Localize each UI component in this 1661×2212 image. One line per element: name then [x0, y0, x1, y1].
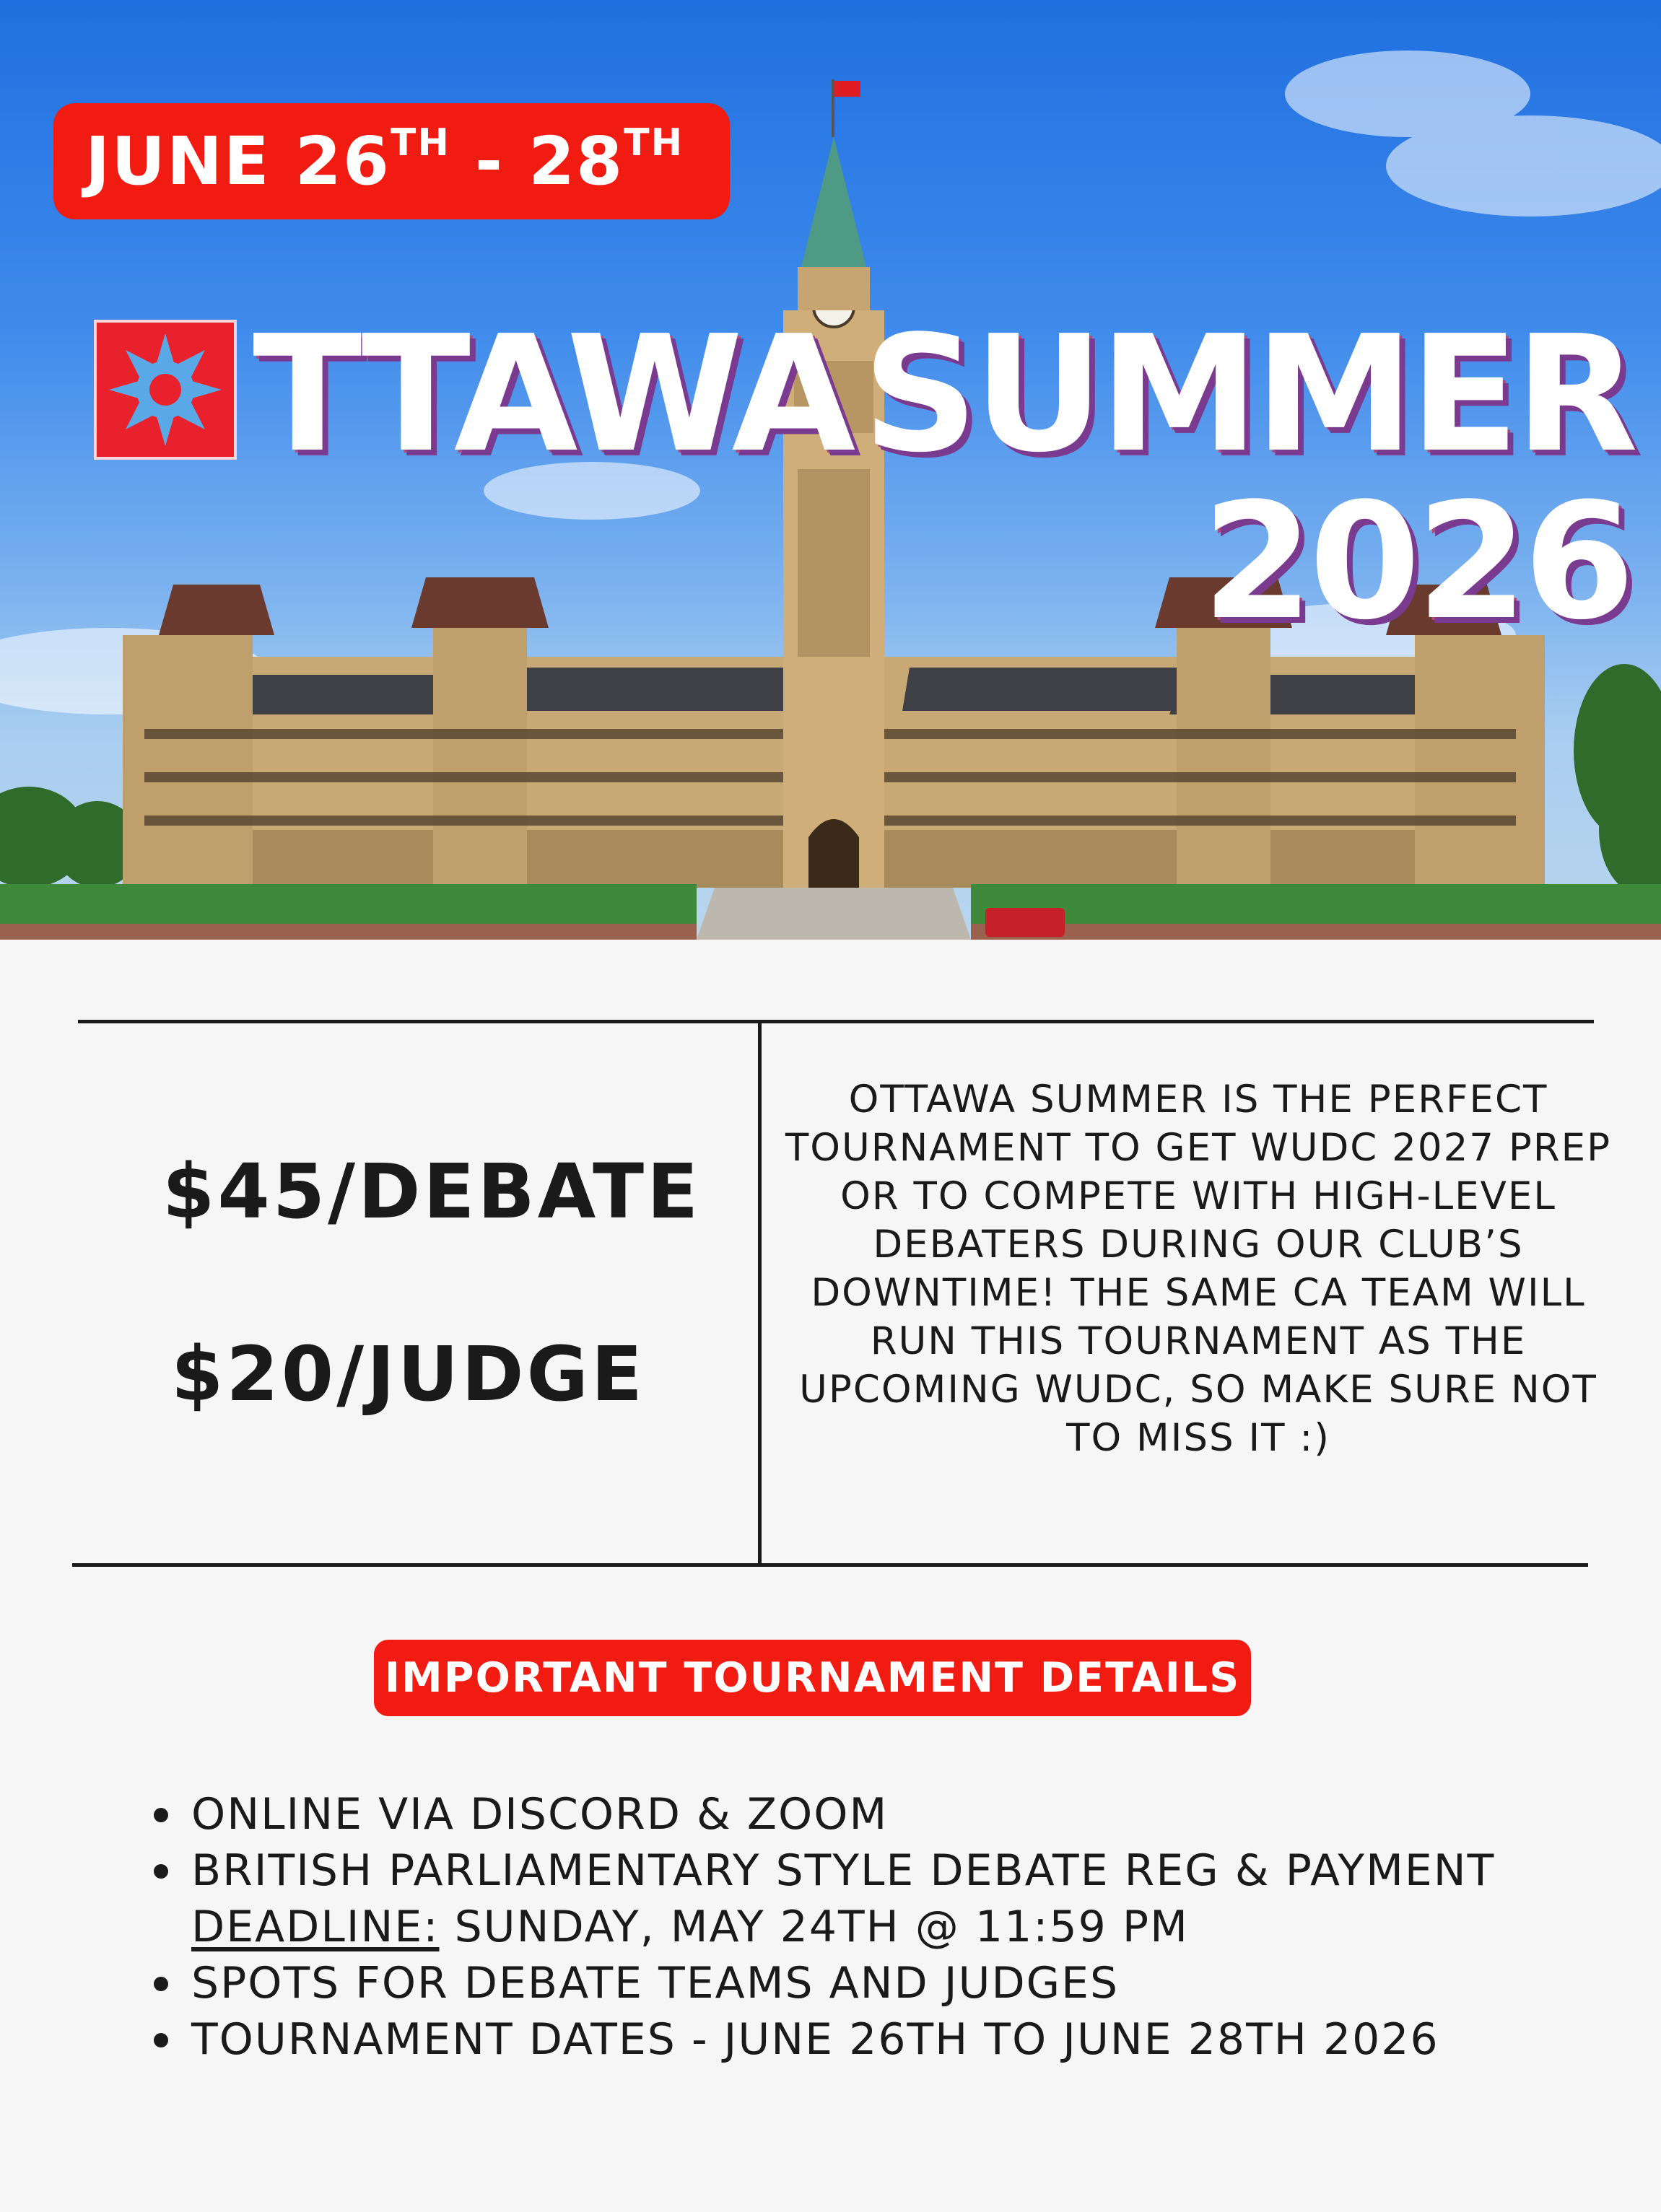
date-end-suffix: TH — [624, 121, 684, 165]
price-debate: $45/DEBATE — [162, 1147, 702, 1236]
hero-banner — [0, 0, 1661, 940]
date-separator: - — [450, 123, 529, 200]
star-emblem-icon — [97, 323, 234, 457]
deadline-label: DEADLINE: — [191, 1902, 440, 1952]
list-item — [191, 1955, 1621, 2011]
ottawa-logo-icon — [94, 320, 237, 460]
bottom-divider — [72, 1563, 1588, 1567]
date-badge — [53, 103, 730, 219]
details-heading: IMPORTANT TOURNAMENT DETAILS — [374, 1640, 1251, 1716]
date-end: 28 — [528, 123, 624, 200]
title-ttawa: TTAWA — [253, 302, 852, 488]
price-judge: $20/JUDGE — [171, 1330, 645, 1418]
date-start-suffix: TH — [390, 121, 450, 165]
deadline-value: SUNDAY, MAY 24TH @ 11:59 PM — [439, 1902, 1189, 1952]
date-start: JUNE 26 — [85, 123, 391, 200]
title-summer: SUMMER — [863, 302, 1634, 488]
detail-online: ONLINE VIA DISCORD & ZOOM — [191, 1789, 889, 1840]
top-divider — [78, 1020, 1594, 1023]
list-item — [191, 1842, 1621, 1955]
parked-truck — [985, 908, 1065, 937]
list-item — [191, 1786, 1621, 1842]
tournament-description: OTTAWA SUMMER IS THE PERFECT TOURNAMENT TO GET WUDC 2027 PREP OR TO COMPETE WITH HIGH-LEVEL DEBATERS DURING OUR CLUB’S DOWNTIME! THE SAME CA TEAM WILL RUN THIS TOURNAMENT AS THE UPCOMING WUDC, SO MAKE SURE NOT TO MISS IT :) — [785, 1077, 1612, 1460]
list-item — [191, 2011, 1621, 2068]
detail-format: BRITISH PARLIAMENTARY STYLE DEBATE REG & PAYMENT — [191, 1845, 1496, 1896]
vertical-divider — [758, 1023, 762, 1566]
details-list — [191, 1786, 1621, 2068]
detail-dates: TOURNAMENT DATES - JUNE 26TH TO JUNE 28TH 2026 — [191, 2014, 1439, 2065]
title-year: 2026 — [1202, 469, 1631, 655]
front-steps — [697, 888, 971, 940]
detail-spots: SPOTS FOR DEBATE TEAMS AND JUDGES — [191, 1958, 1120, 2008]
